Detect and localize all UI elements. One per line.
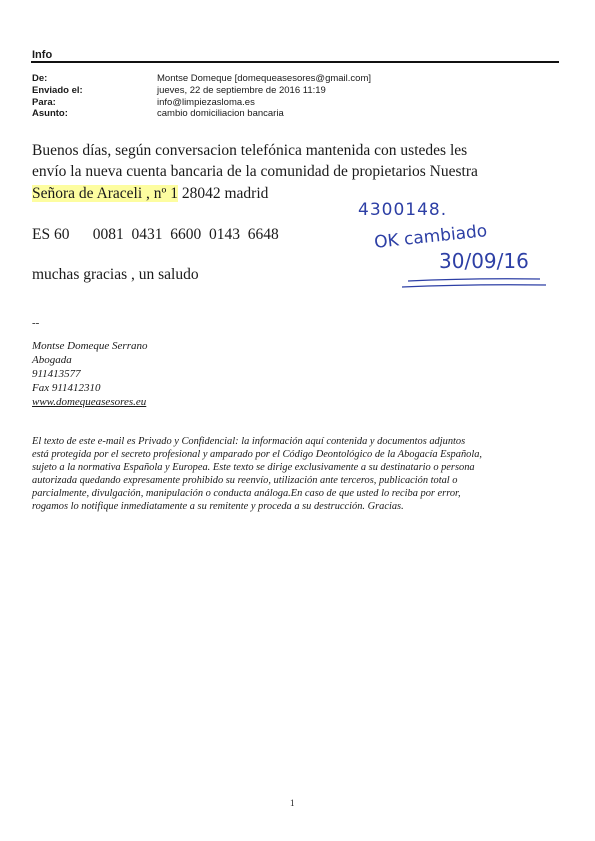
address-highlight: Señora de Araceli , nº 1 <box>32 185 178 202</box>
handwritten-note: OK cambiado <box>373 221 489 253</box>
signature-separator: -- <box>32 317 40 329</box>
handwritten-number: 4300148. <box>358 200 448 220</box>
from-value: Montse Domeque [domequeasesores@gmail.com] <box>157 73 371 84</box>
handwritten-underline <box>400 276 550 292</box>
page-number: 1 <box>290 798 295 808</box>
disclaimer-line-4: autorizada quedando expresamente prohibido su reenvío, utilización ante terceros, publicación total o <box>32 475 458 486</box>
header-divider <box>31 61 559 63</box>
closing-line: muchas gracias , un saludo <box>32 266 199 283</box>
handwritten-date: 30/09/16 <box>439 249 529 273</box>
signature-role: Abogada <box>32 354 72 366</box>
address-rest: 28042 madrid <box>177 185 269 202</box>
subject-value: cambio domiciliacion bancaria <box>157 108 284 119</box>
to-label: Para: <box>32 97 56 108</box>
body-line-1: Buenos días, según conversacion telefónica mantenida con ustedes les <box>32 142 468 159</box>
from-label: De: <box>32 73 48 84</box>
to-value: info@limpiezasloma.es <box>157 97 255 108</box>
body-line-2: envío la nueva cuenta bancaria de la comunidad de propietarios Nuestra <box>32 163 478 180</box>
signature-fax: Fax 911412310 <box>32 382 101 394</box>
sent-value: jueves, 22 de septiembre de 2016 11:19 <box>157 85 326 96</box>
disclaimer-line-5: parcialmente, divulgación, manipulación o conducta análoga.En caso de que usted lo reciba por error, <box>32 488 461 499</box>
signature-name: Montse Domeque Serrano <box>32 340 148 352</box>
disclaimer-line-1: El texto de este e-mail es Privado y Confidencial: la información aquí contenida y documentos adjuntos <box>32 436 466 447</box>
subject-label: Asunto: <box>32 108 68 119</box>
email-header-title: Info <box>32 49 53 61</box>
signature-phone: 911413577 <box>32 368 81 380</box>
body-line-3 <box>32 185 268 203</box>
signature-website-link[interactable]: www.domequeasesores.eu <box>32 396 147 408</box>
disclaimer-line-6: rogamos lo notifique inmediatamente a su remitente y proceda a su destrucción. Gracias. <box>32 501 404 512</box>
disclaimer-line-3: sujeto a la normativa Española y Europea. Este texto se dirige exclusivamente a su destinatario o persona <box>32 462 475 473</box>
disclaimer-line-2: está protegida por el secreto profesional y amparado por el Código Deontológico de la Abogacía Española, <box>32 449 483 460</box>
sent-label: Enviado el: <box>32 85 83 96</box>
iban-line: ES 60 0081 0431 6600 0143 6648 <box>32 226 279 243</box>
